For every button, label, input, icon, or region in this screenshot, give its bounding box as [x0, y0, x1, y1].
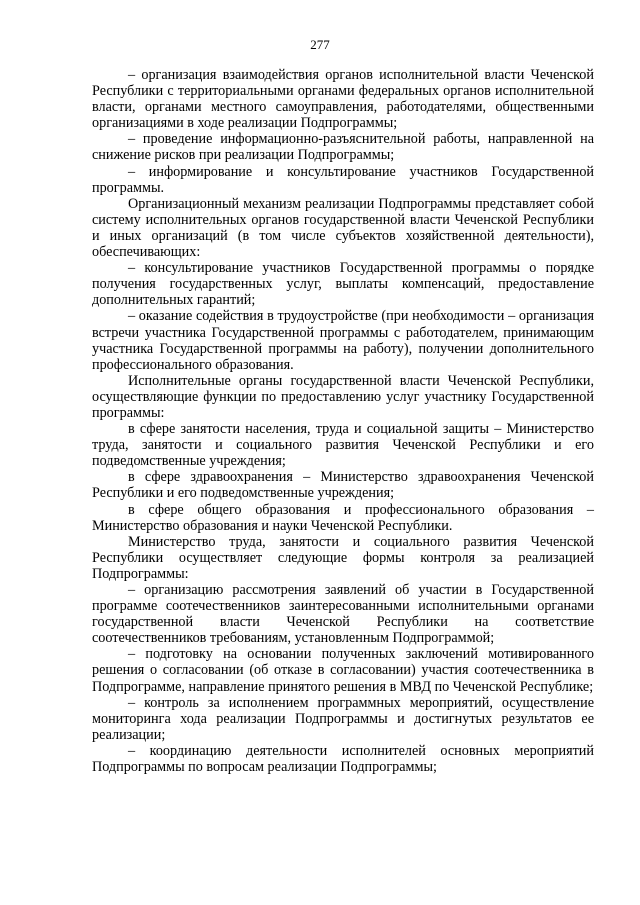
paragraph-organizational-mechanism: Организационный механизм реализации Подпрограммы представляет собой систему исполнительных органов государственной власти Чеченской Республики и иных организаций (в том числе субъектов хозяйственной деятельности), обеспечивающих:: [92, 195, 594, 261]
paragraph-application-review: – организацию рассмотрения заявлений об участии в Государственной программе соотечественников заинтересованными исполнительными органами государственной власти Чеченской Республики на соответствие соотечественников требованиям, установленным Подпрограммой;: [92, 582, 594, 647]
paragraph-healthcare-sphere: в сфере здравоохранения – Министерство здравоохранения Чеченской Республики и его подведомственные учреждения;: [92, 469, 594, 502]
paragraph-executive-bodies: Исполнительные органы государственной власти Чеченской Республики, осуществляющие функции по предоставлению услуг участнику Государственной программы:: [92, 372, 594, 421]
paragraph-informing-participants: – информирование и консультирование участников Государственной программы.: [92, 163, 594, 196]
paragraph-decision-preparation: – подготовку на основании полученных заключений мотивированного решения о согласовании (об отказе в согласовании) участия соотечественника в Подпрограмме, направление принятого решения в МВД по Чеченской Республике;: [92, 646, 594, 695]
paragraph-labor-sphere: в сфере занятости населения, труда и социальной защиты – Министерство труда, занятости и социального развития Чеченской Республики и его подведомственные учреждения;: [92, 421, 594, 470]
paragraph-control-forms: Министерство труда, занятости и социального развития Чеченской Республики осуществляет следующие формы контроля за реализацией Подпрограммы:: [92, 533, 594, 582]
paragraph-activity-coordination: – координацию деятельности исполнителей основных мероприятий Подпрограммы по вопросам реализации Подпрограммы;: [92, 742, 594, 776]
paragraph-employment-assistance: – оказание содействия в трудоустройстве (при необходимости – организация встречи участника Государственной программы с работодателем, принимающим участника Государственной программы на работу), получении дополнительного профессионального образования.: [92, 308, 594, 373]
page-number: 277: [310, 37, 330, 52]
paragraph-information-work: – проведение информационно-разъяснительной работы, направленной на снижение рисков при реализации Подпрограммы;: [92, 131, 594, 164]
paragraph-consulting-participants: – консультирование участников Государственной программы о порядке получения государственных услуг, выплаты компенсаций, предоставление дополнительных гарантий;: [92, 260, 594, 309]
paragraph-education-sphere: в сфере общего образования и профессионального образования – Министерство образования и науки Чеченской Республики.: [92, 501, 594, 534]
paragraph-monitoring-control: – контроль за исполнением программных мероприятий, осуществление мониторинга хода реализации Подпрограммы и достигнутых результатов ее реализации;: [92, 694, 594, 743]
paragraph-coordination-interaction: – организация взаимодействия органов исполнительной власти Чеченской Республики с территориальными органами федеральных органов исполнительной власти, органами местного самоуправления, работодателями, общественными организациями в ходе реализации Подпрограммы;: [92, 67, 594, 132]
document-body: [92, 67, 594, 775]
